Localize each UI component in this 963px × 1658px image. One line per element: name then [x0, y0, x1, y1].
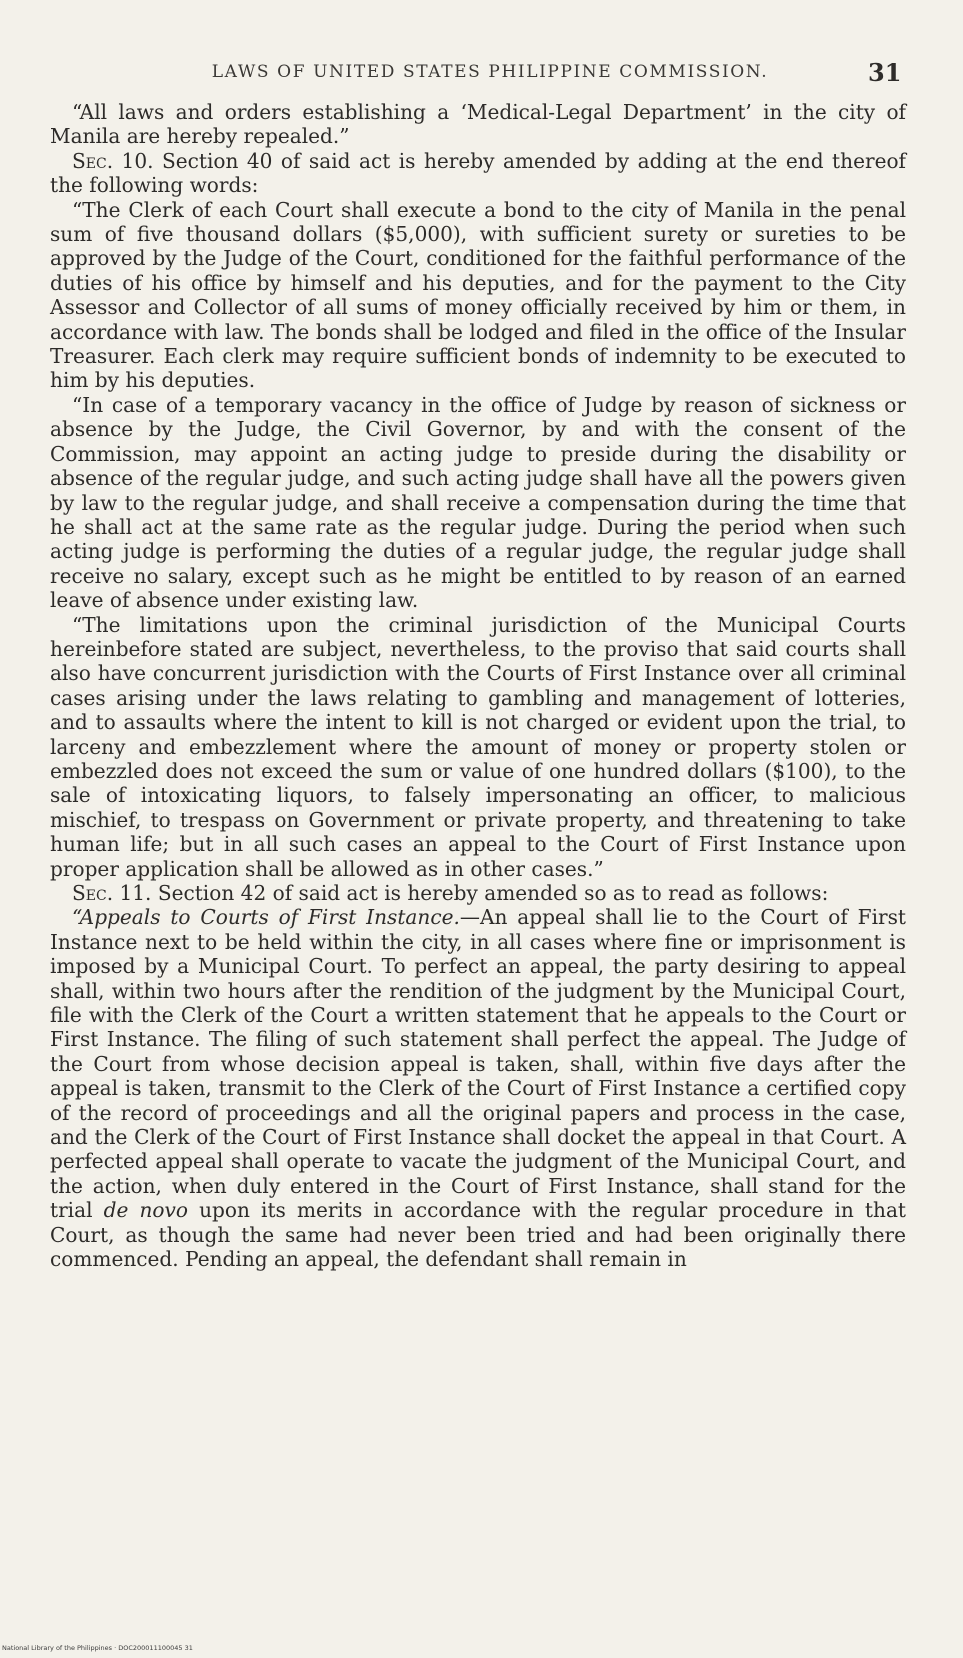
paragraph	[50, 393, 906, 613]
paragraph	[50, 198, 906, 393]
paragraph-text: “All laws and orders establishing a ‘Medical-Legal Department’ in the city of Manila are hereby repealed.”	[50, 100, 906, 149]
paragraph-text: Section 42 of said act is hereby amended so as to read as follows:	[151, 881, 829, 905]
paragraph	[50, 100, 906, 149]
paragraph-text-end: upon its merits in accordance with the regular procedure in that Court, as though the same had never been tried and had been originally there commenced. Pending an appeal, the defendant shall remain in	[50, 1198, 906, 1272]
latin-term: de novo	[103, 1198, 188, 1223]
paragraph-text: “The limitations upon the criminal jurisdiction of the Municipal Courts hereinbefore stated are subject, nevertheless, to the proviso that said courts shall also have concurrent jurisdiction with the Courts of First Instance over all criminal cases arising under the laws relating to gambling and management of lotteries, and to assaults where the intent to kill is not charged or evident upon the trial, to larceny and embezzlement where the amount of money or property stolen or embezzled does not exceed the sum or value of one hundred dollars ($100), to the sale of intoxicating liquors, to falsely impersonating an officer, to malicious mischief, to trespass on Government or private property, and threatening to take human life; but in all such cases an appeal to the Court of First Instance upon proper application shall be allowed as in other cases.”	[50, 612, 906, 881]
paragraph-text: —An appeal shall lie to the Court of First Instance next to be held within the city, in all cases where fine or imprisonment is imposed by a Municipal Court. To perfect an appeal, the party desiring to appeal shall, within two hours after the rendition of the judgment by the Municipal Court, file with the Clerk of the Court a written statement that he appeals to the Court or First Instance. The filing of such statement shall perfect the appeal. The Judge of the Court from whose decision appeal is taken, shall, within five days after the appeal is taken, transmit to the Clerk of the Court of First Instance a certified copy of the record of proceedings and all the original papers and process in the case, and the Clerk of the Court of First Instance shall docket the appeal in that Court. A perfected appeal shall operate to vacate the judgment of the Municipal Court, and the action, when duly entered in the Court of First Instance, shall stand for the trial	[50, 905, 907, 1223]
paragraph	[50, 149, 906, 198]
section-number: Sec. 11.	[72, 881, 152, 905]
paragraph-text: “In case of a temporary vacancy in the office of Judge by reason of sickness or absence by the Judge, the Civil Governor, by and with the consent of the Commission, may appoint an acting judge to preside during the disability or absence of the regular judge, and such acting judge shall have all the powers given by law to the regular judge, and shall receive a compensation during the time that he shall act at the same rate as the regular judge. During the period when such acting judge is performing the duties of a regular judge, the regular judge shall receive no salary, except such as he might be entitled to by reason of an earned leave of absence under existing law.	[50, 392, 906, 613]
paragraph	[50, 905, 906, 1271]
running-head: LAWS OF UNITED STATES PHILIPPINE COMMISSION.	[211, 62, 769, 82]
paragraph	[50, 613, 906, 881]
scan-footer: National Library of the Philippines · DOC200011100045 31	[2, 1644, 193, 1652]
paragraph-text: Section 40 of said act is hereby amended by adding at the end thereof the following words:	[50, 148, 906, 198]
page-number: 31	[868, 58, 902, 87]
section-number: Sec. 10.	[72, 148, 154, 173]
body-text	[50, 100, 906, 1272]
paragraph	[50, 881, 906, 905]
paragraph-text: “The Clerk of each Court shall execute a bond to the city of Manila in the penal sum of five thousand dollars ($5,000), with sufficient surety or sureties to be approved by the Judge of the Court, conditioned for the faithful performance of the duties of his office by himself and his deputies, and for the payment to the City Assessor and Collector of all sums of money officially received by him or them, in accordance with law. The bonds shall be lodged and filed in the office of the Insular Treasurer. Each clerk may require sufficient bonds of indemnity to be executed to him by his deputies.	[50, 197, 906, 393]
section-heading: “Appeals to Courts of First Instance.	[72, 905, 460, 930]
